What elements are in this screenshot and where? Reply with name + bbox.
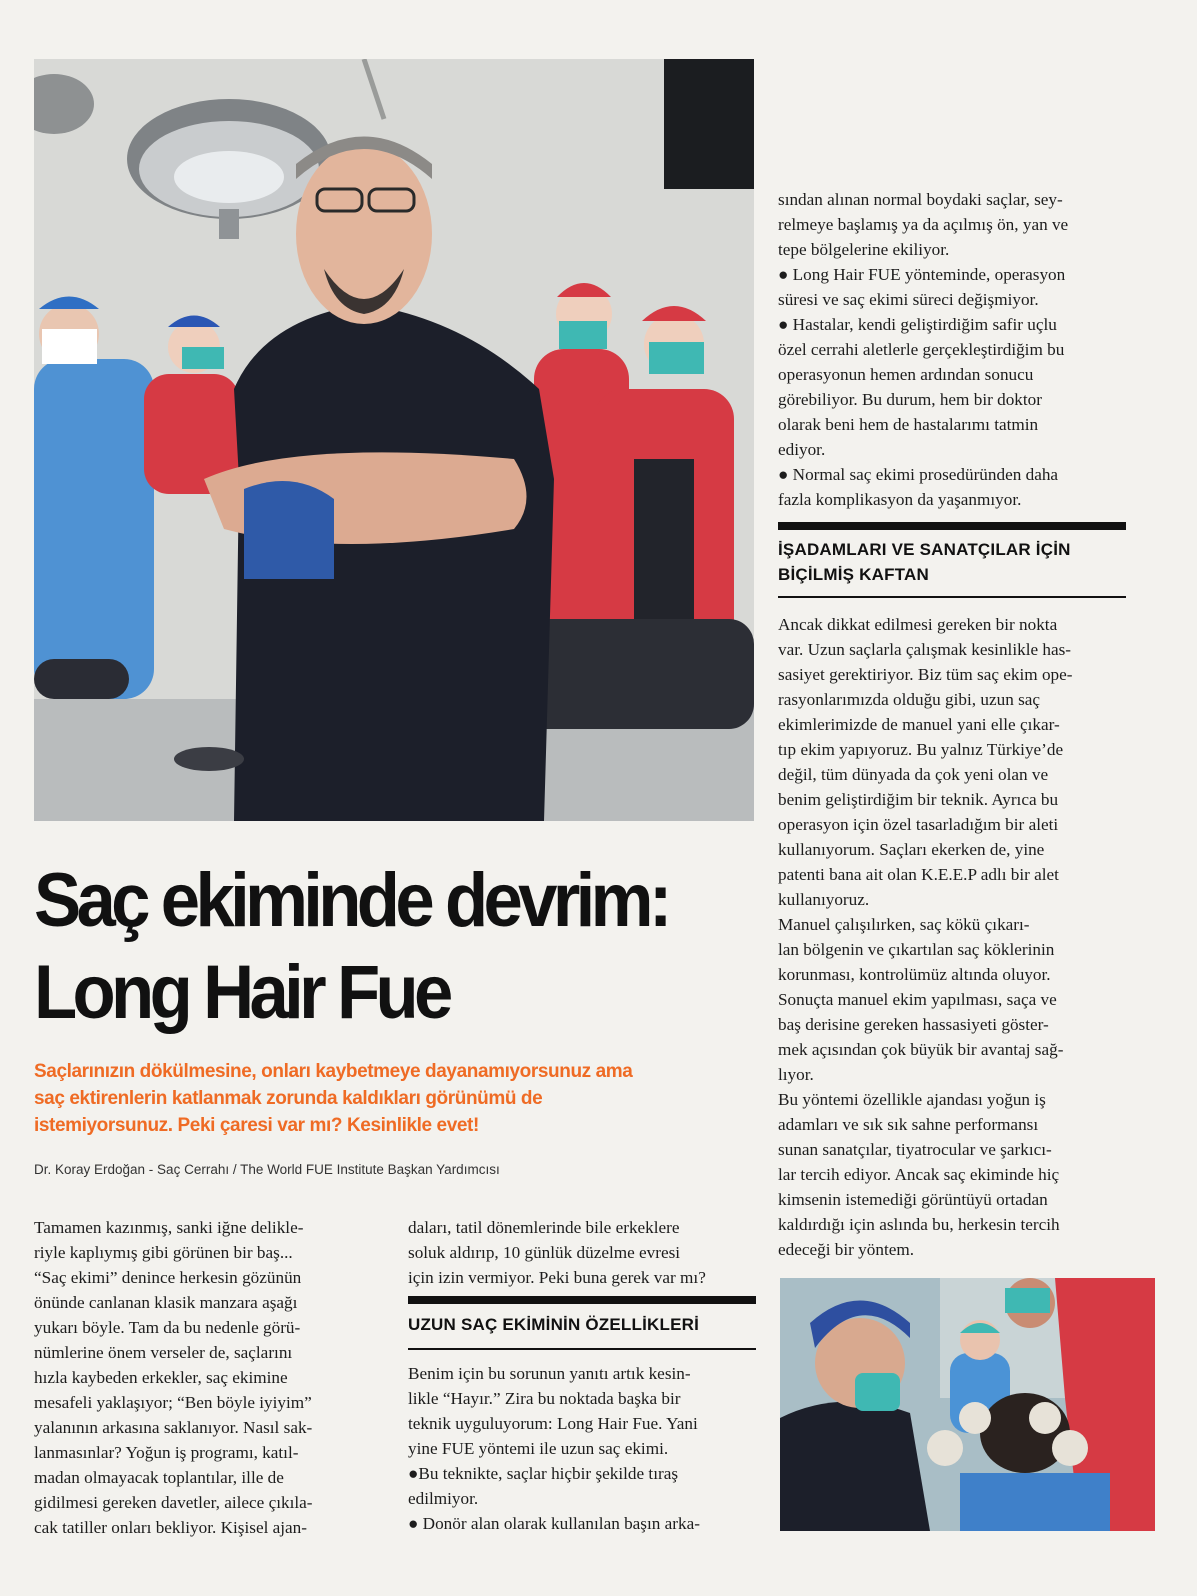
body-line: sunan sanatçılar, tiyatrocular ve şarkıcı- bbox=[778, 1140, 1052, 1159]
body-line: kullanıyorum. Saçları ekerken de, yine bbox=[778, 840, 1045, 859]
body-line: yukarı böyle. Tam da bu nedenle görü- bbox=[34, 1318, 301, 1337]
body-line: lar tercih ediyor. Ancak saç ekiminde hiç bbox=[778, 1165, 1060, 1184]
body-line: kullanıyoruz. bbox=[778, 890, 870, 909]
body-line: daları, tatil dönemlerinde bile erkeklere bbox=[408, 1218, 680, 1237]
section-title-businessmen bbox=[778, 537, 1126, 587]
body-line: relmeye başlamış ya da açılmış ön, yan ve bbox=[778, 215, 1069, 234]
body-line: yine FUE yöntemi ile uzun saç ekimi. bbox=[408, 1439, 669, 1458]
body-line: süresi ve saç ekimi süreci değişmiyor. bbox=[778, 290, 1039, 309]
body-line: Tamamen kazınmış, sanki iğne delikle- bbox=[34, 1218, 304, 1237]
byline: Dr. Koray Erdoğan - Saç Cerrahı / The World FUE Institute Başkan Yardımcısı bbox=[34, 1162, 500, 1177]
section-title-line: İŞADAMLARI VE SANATÇILAR İÇİN bbox=[778, 540, 1071, 559]
body-line: madan olmayacak toplantılar, ille de bbox=[34, 1468, 284, 1487]
surgery-photo-icon bbox=[780, 1278, 1155, 1531]
body-line: kaldırdığı için aslında bu, herkesin tercih bbox=[778, 1215, 1060, 1234]
body-line: görebiliyor. Bu durum, hem bir doktor bbox=[778, 390, 1042, 409]
body-line: gidilmesi gereken davetler, ailece çıkıla- bbox=[34, 1493, 313, 1512]
body-line: özel cerrahi aletlerle gerçekleştirdiğim bu bbox=[778, 340, 1065, 359]
body-line: edeceği bir yöntem. bbox=[778, 1240, 915, 1259]
deck bbox=[34, 1058, 764, 1139]
body-line: ● Donör alan olarak kullanılan başın arka- bbox=[408, 1514, 700, 1533]
body-line: ● Long Hair FUE yönteminde, operasyon bbox=[778, 265, 1066, 284]
body-line: rasyonlarımızda olduğu gibi, uzun saç bbox=[778, 690, 1041, 709]
body-line: edilmiyor. bbox=[408, 1489, 479, 1508]
section-rule bbox=[408, 1296, 756, 1304]
body-line: değil, tüm dünyada da çok yeni olan ve bbox=[778, 765, 1049, 784]
section-title-line: BİÇİLMİŞ KAFTAN bbox=[778, 565, 929, 584]
body-line: patenti bana ait olan K.E.E.P adlı bir alet bbox=[778, 865, 1059, 884]
deck-line: Saçlarınızın dökülmesine, onları kaybetmeye dayanamıyorsunuz ama bbox=[34, 1061, 633, 1082]
body-line: cak tatiller onları bekliyor. Kişisel ajan- bbox=[34, 1518, 308, 1537]
body-column-3-top bbox=[778, 187, 1138, 512]
body-line: fazla komplikasyon da yaşanmıyor. bbox=[778, 490, 1022, 509]
body-line: lan bölgenin ve çıkartılan saç köklerinin bbox=[778, 940, 1055, 959]
body-line: nümlerine önem verseler de, saçlarını bbox=[34, 1343, 293, 1362]
section-divider bbox=[778, 596, 1126, 598]
body-line: mesafeli yaklaşıyor; “Ben böyle iyiyim” bbox=[34, 1393, 312, 1412]
section-divider bbox=[408, 1348, 756, 1350]
body-line: Ancak dikkat edilmesi gereken bir nokta bbox=[778, 615, 1058, 634]
body-line: ● Normal saç ekimi prosedüründen daha bbox=[778, 465, 1059, 484]
body-line: için izin vermiyor. Peki buna gerek var mı? bbox=[408, 1268, 706, 1287]
body-column-3-bottom bbox=[778, 612, 1138, 1262]
body-line: ediyor. bbox=[778, 440, 826, 459]
body-line: operasyonun hemen ardından sonucu bbox=[778, 365, 1034, 384]
body-line: kimsenin istemediği görüntüyü ortadan bbox=[778, 1190, 1048, 1209]
body-line: Bu yöntemi özellikle ajandası yoğun iş bbox=[778, 1090, 1046, 1109]
body-line: var. Uzun saçlarla çalışmak kesinlikle has- bbox=[778, 640, 1072, 659]
body-line: tepe bölgelerine ekiliyor. bbox=[778, 240, 950, 259]
body-column-2-top bbox=[408, 1215, 758, 1290]
body-column-1 bbox=[34, 1215, 384, 1540]
body-line: sasiyet gerektiriyor. Biz tüm saç ekim ope- bbox=[778, 665, 1073, 684]
body-line: tıp ekim yapıyoruz. Bu yalnız Türkiye’de bbox=[778, 740, 1064, 759]
body-line: teknik uyguluyorum: Long Hair Fue. Yani bbox=[408, 1414, 698, 1433]
body-line: hızla kaybeden erkekler, saç ekimine bbox=[34, 1368, 288, 1387]
body-line: Benim için bu sorunun yanıtı artık kesin- bbox=[408, 1364, 691, 1383]
body-line: riyle kaplıymış gibi görünen bir baş... bbox=[34, 1243, 293, 1262]
section-title-features bbox=[408, 1312, 756, 1337]
main-photo bbox=[34, 59, 754, 821]
body-line: önünde canlanan klasik manzara aşağı bbox=[34, 1293, 298, 1312]
body-line: Manuel çalışılırken, saç kökü çıkarı- bbox=[778, 915, 1030, 934]
body-line: yalanının arkasına saklanıyor. Nasıl sak- bbox=[34, 1418, 313, 1437]
body-line: benim geliştirdiğim bir teknik. Ayrıca bu bbox=[778, 790, 1059, 809]
body-line: likle “Hayır.” Zira bu noktada başka bir bbox=[408, 1389, 681, 1408]
body-line: adamları ve sık sık sahne performansı bbox=[778, 1115, 1039, 1134]
section-rule bbox=[778, 522, 1126, 530]
section-title-line: UZUN SAÇ EKİMİNİN ÖZELLİKLERİ bbox=[408, 1315, 700, 1334]
body-line: lıyor. bbox=[778, 1065, 814, 1084]
body-line: olarak beni hem de hastalarımı tatmin bbox=[778, 415, 1039, 434]
body-column-2-bottom bbox=[408, 1361, 758, 1536]
deck-line: saç ektirenlerin katlanmak zorunda kaldıkları görünümü de bbox=[34, 1088, 543, 1109]
body-line: korunması, kontrolümüz altında oluyor. bbox=[778, 965, 1051, 984]
body-line: mek açısından çok büyük bir avantaj sağ- bbox=[778, 1040, 1064, 1059]
body-line: baş derisine gereken hassasiyeti göster- bbox=[778, 1015, 1049, 1034]
headline bbox=[34, 855, 713, 1039]
body-line: Sonuçta manuel ekim yapılması, saça ve bbox=[778, 990, 1057, 1009]
deck-line: istemiyorsunuz. Peki çaresi var mı? Kesinlikle evet! bbox=[34, 1115, 479, 1136]
body-line: sından alınan normal boydaki saçlar, sey- bbox=[778, 190, 1063, 209]
portrait-photo-icon bbox=[34, 59, 754, 821]
headline-line-2: Long Hair Fue bbox=[34, 950, 449, 1035]
surgery-photo bbox=[780, 1278, 1155, 1531]
body-line: soluk aldırıp, 10 günlük düzelme evresi bbox=[408, 1243, 681, 1262]
headline-line-1: Saç ekiminde devrim: bbox=[34, 858, 668, 943]
body-line: “Saç ekimi” denince herkesin gözünün bbox=[34, 1268, 302, 1287]
body-line: ● Hastalar, kendi geliştirdiğim safir uçlu bbox=[778, 315, 1057, 334]
body-line: ekimlerimizde de manuel yani elle çıkar- bbox=[778, 715, 1060, 734]
body-line: ●Bu teknikte, saçlar hiçbir şekilde tıraş bbox=[408, 1464, 679, 1483]
body-line: operasyon için özel tasarladığım bir aleti bbox=[778, 815, 1059, 834]
body-line: lanmasınlar? Yoğun iş programı, katıl- bbox=[34, 1443, 299, 1462]
